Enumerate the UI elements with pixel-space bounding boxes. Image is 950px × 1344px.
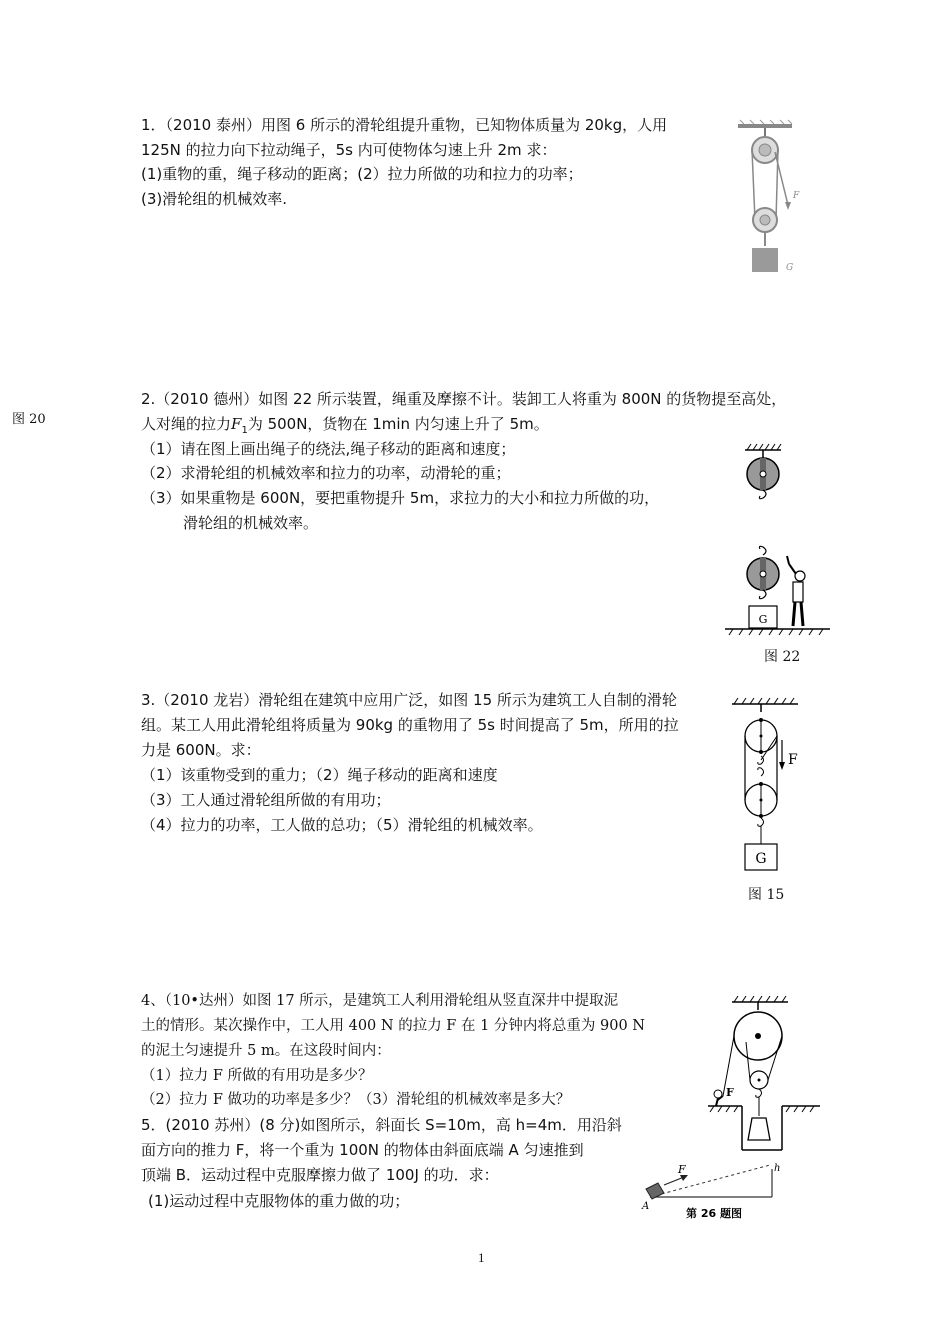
q4-line-2: 土的情形。某次操作中，工人用 400 N 的拉力 F 在 1 分钟内将总重为 900 N (141, 1018, 645, 1034)
q3-line-3: 力是 600N。求： (141, 741, 261, 759)
q2-weight-label: G (758, 613, 768, 626)
q2-line-2b: 为 500N，货物在 1min 内匀速上升了 5m。 (247, 415, 549, 433)
q5-f-label: F (678, 1163, 686, 1176)
q2-line-3: （1）请在图上画出绳子的绕法,绳子移动的距离和速度； (141, 440, 516, 458)
q3-line-5: （3）工人通过滑轮组所做的有用功； (141, 791, 391, 809)
q3-line-6: （4）拉力的功率，工人做的总功；（5）滑轮组的机械效率。 (141, 816, 543, 834)
q2-line-2 (141, 414, 549, 441)
q3-figure-caption: 图 15 (748, 887, 785, 903)
q5-h-label: h (774, 1163, 781, 1174)
page-number: 1 (478, 1250, 485, 1265)
q1-line-4: (3)滑轮组的机械效率. (141, 190, 288, 208)
q2-figure-caption: 图 22 (764, 649, 801, 665)
q5-line-3: 顶端 B．运动过程中克服摩擦力做了 100J 的功．求： (141, 1166, 499, 1184)
q1-line-1: 1．（2010 泰州）用图 6 所示的滑轮组提升重物，已知物体质量为 20kg，人用 (141, 116, 668, 134)
q3-line-1: 3.（2010 龙岩）滑轮组在建筑中应用广泛，如图 15 所示为建筑工人自制的滑轮 (141, 691, 677, 709)
q4-force-label: F (726, 1086, 734, 1099)
q2-force-sub: 1 (241, 425, 248, 436)
q4-line-1: 4、（10•达州）如图 17 所示，是建筑工人利用滑轮组从竖直深井中提取泥 (141, 993, 619, 1009)
q5-line-4: (1)运动过程中克服物体的重力做的功； (148, 1192, 410, 1210)
pulley-figure-q2 (725, 440, 835, 640)
q3-line-4: （1）该重物受到的重力；（2）绳子移动的距离和速度 (141, 766, 498, 784)
q3-line-2: 组。某工人用此滑轮组将质量为 90kg 的重物用了 5s 时间提高了 5m，所用的拉 (141, 716, 679, 734)
q1-weight-label: G (786, 263, 794, 273)
q1-line-2: 125N 的拉力向下拉动绳子，5s 内可使物体匀速上升 2m 求： (141, 141, 557, 159)
q1-line-3: (1)重物的重，绳子移动的距离；(2）拉力所做的功和拉力的功率； (141, 165, 583, 183)
incline-figure-q5 (640, 1155, 800, 1225)
q3-force-label: F (788, 752, 798, 768)
q4-line-3: 的泥土匀速提升 5 m。在这段时间内： (141, 1043, 391, 1059)
q2-force-symbol: F (231, 415, 242, 433)
q2-line-5: （3）如果重物是 600N，要把重物提升 5m，求拉力的大小和拉力所做的功， (141, 489, 660, 507)
q2-line-2a: 人对绳的拉力 (141, 415, 232, 433)
q2-line-4: （2）求滑轮组的机械效率和拉力的功率，动滑轮的重； (141, 464, 511, 482)
q5-a-label: A (642, 1201, 650, 1212)
q2-line-6: 滑轮组的机械效率。 (183, 514, 319, 532)
q4-line-4: （1）拉力 F 所做的有用功是多少？ (141, 1068, 373, 1084)
q4-line-5: （2）拉力 F 做功的功率是多少？（3）滑轮组的机械效率是多大？ (141, 1092, 571, 1108)
q3-weight-label: G (755, 851, 767, 867)
q5-line-2: 面方向的推力 F，将一个重为 100N 的物体由斜面底端 A 匀速推到 (141, 1141, 584, 1159)
well-pulley-figure-q4 (708, 992, 823, 1152)
q5-figure-caption: 第 26 题图 (686, 1207, 742, 1220)
pulley-figure-q1 (730, 120, 800, 280)
pulley-figure-q3 (728, 696, 808, 876)
side-figure-label: 图 20 (12, 412, 46, 427)
q1-force-label: F (793, 191, 800, 201)
q2-line-1: 2.（2010 德州）如图 22 所示装置，绳重及摩擦不计。装卸工人将重为 800N 的货物提至高处， (141, 390, 787, 408)
q5-line-1: 5．(2010 苏州）(8 分)如图所示，斜面长 S=10m，高 h=4m．用沿斜 (141, 1116, 622, 1134)
